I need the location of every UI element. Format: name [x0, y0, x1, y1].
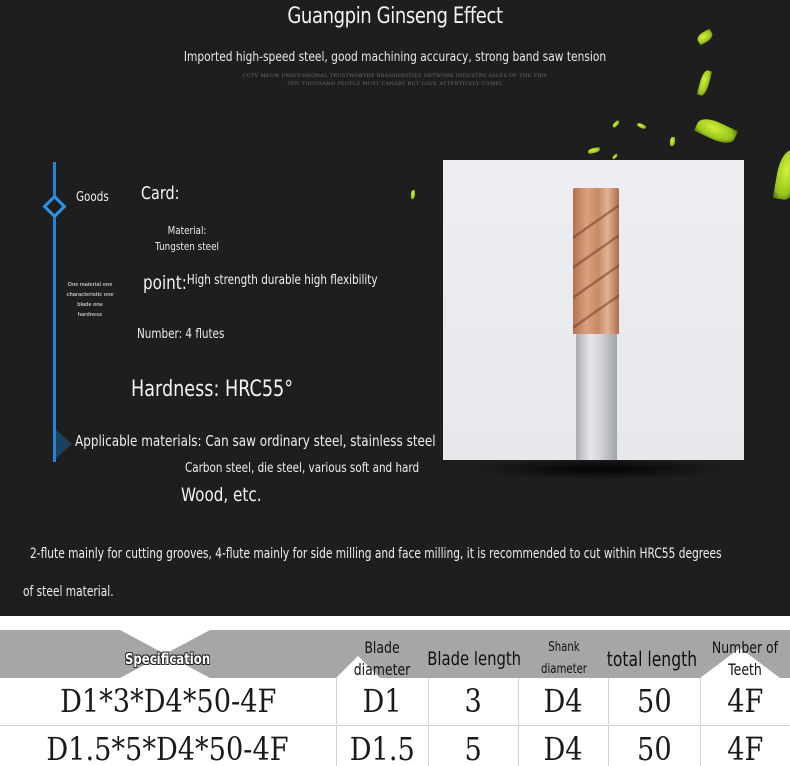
- cell-blade-diameter: D1: [336, 678, 428, 724]
- header-total-length: total length: [606, 647, 698, 671]
- end-mill-shank: [576, 334, 617, 460]
- page-title: Guangpin Ginseng Effect: [287, 4, 503, 29]
- cell-shank-diameter: D4: [518, 726, 608, 766]
- leaf-decoration: [411, 190, 415, 199]
- arrow-marker-icon: [56, 430, 72, 458]
- usage-description-line1: 2-flute mainly for cutting grooves, 4-flute mainly for side milling and face milling, it is recommended to cut within HRC55 degrees: [30, 546, 722, 562]
- flute-number: Number: 4 flutes: [137, 327, 225, 342]
- fine-print-line-1: CCTV MEOW PROFESSIONAL TRUSTWORTHY BRANDEDITIES NETWORK INDUSTRY SALES OF THE FIRS: [242, 73, 548, 79]
- usage-description-line2: of steel material.: [23, 584, 114, 600]
- header-blade-length: Blade length: [427, 648, 521, 670]
- cell-number-of-teeth: 4F: [700, 726, 790, 766]
- leaf-decoration: [612, 153, 619, 159]
- leaf-decoration: [670, 137, 675, 146]
- product-image: [443, 160, 744, 460]
- material-text: Material: Tungsten steel: [155, 224, 219, 253]
- spec-table: [0, 630, 790, 766]
- point-label: point:: [143, 272, 187, 294]
- applicable-materials: Applicable materials: Can saw ordinary steel, stainless steel: [75, 432, 436, 450]
- product-shadow: [470, 458, 730, 480]
- leaf-decoration: [588, 147, 601, 154]
- point-row: [143, 272, 378, 294]
- header-specification: Specification: [125, 650, 211, 668]
- leaf-decoration: [694, 114, 738, 147]
- subtitle: Imported high-speed steel, good machining accuracy, strong band saw tension: [183, 50, 607, 65]
- cell-number-of-teeth: 4F: [700, 678, 790, 724]
- leaf-decoration: [773, 148, 790, 201]
- applicable-materials-line3: Wood, etc.: [181, 484, 262, 506]
- goods-label: Goods: [76, 190, 109, 205]
- cell-blade-length: 5: [428, 726, 518, 766]
- cell-blade-diameter: D1.5: [336, 726, 428, 766]
- fine-print-line-2: TEN THOUSAND PEOPLE MUST CANARY BUT LOVE ATTENTIVELY COMPL: [287, 81, 503, 87]
- leaf-decoration: [696, 29, 715, 46]
- header-blade-diameter: Blade diameter: [353, 638, 411, 679]
- cell-specification: D1.5*5*D4*50-4F: [46, 730, 290, 766]
- leaf-decoration: [637, 122, 647, 130]
- card-label: Card:: [141, 183, 180, 204]
- cell-total-length: 50: [608, 678, 700, 724]
- point-value: High strength durable high flexibility: [186, 273, 378, 288]
- header-number-of-teeth: Number of Teeth: [711, 638, 779, 679]
- cell-total-length: 50: [608, 726, 700, 766]
- cell-blade-length: 3: [428, 678, 518, 724]
- header-shank-diameter: Shank diameter: [541, 640, 587, 677]
- applicable-materials-line2: Carbon steel, die steel, various soft and hard: [185, 461, 420, 476]
- leaf-decoration: [612, 120, 621, 128]
- cell-specification: D1*3*D4*50-4F: [59, 682, 277, 720]
- cell-shank-diameter: D4: [518, 678, 608, 724]
- table-row: [0, 725, 790, 766]
- hardness-text: Hardness: HRC55°: [131, 377, 294, 402]
- diamond-icon: [42, 194, 66, 218]
- side-note: One material one characteristic one blade one hardness: [66, 282, 114, 318]
